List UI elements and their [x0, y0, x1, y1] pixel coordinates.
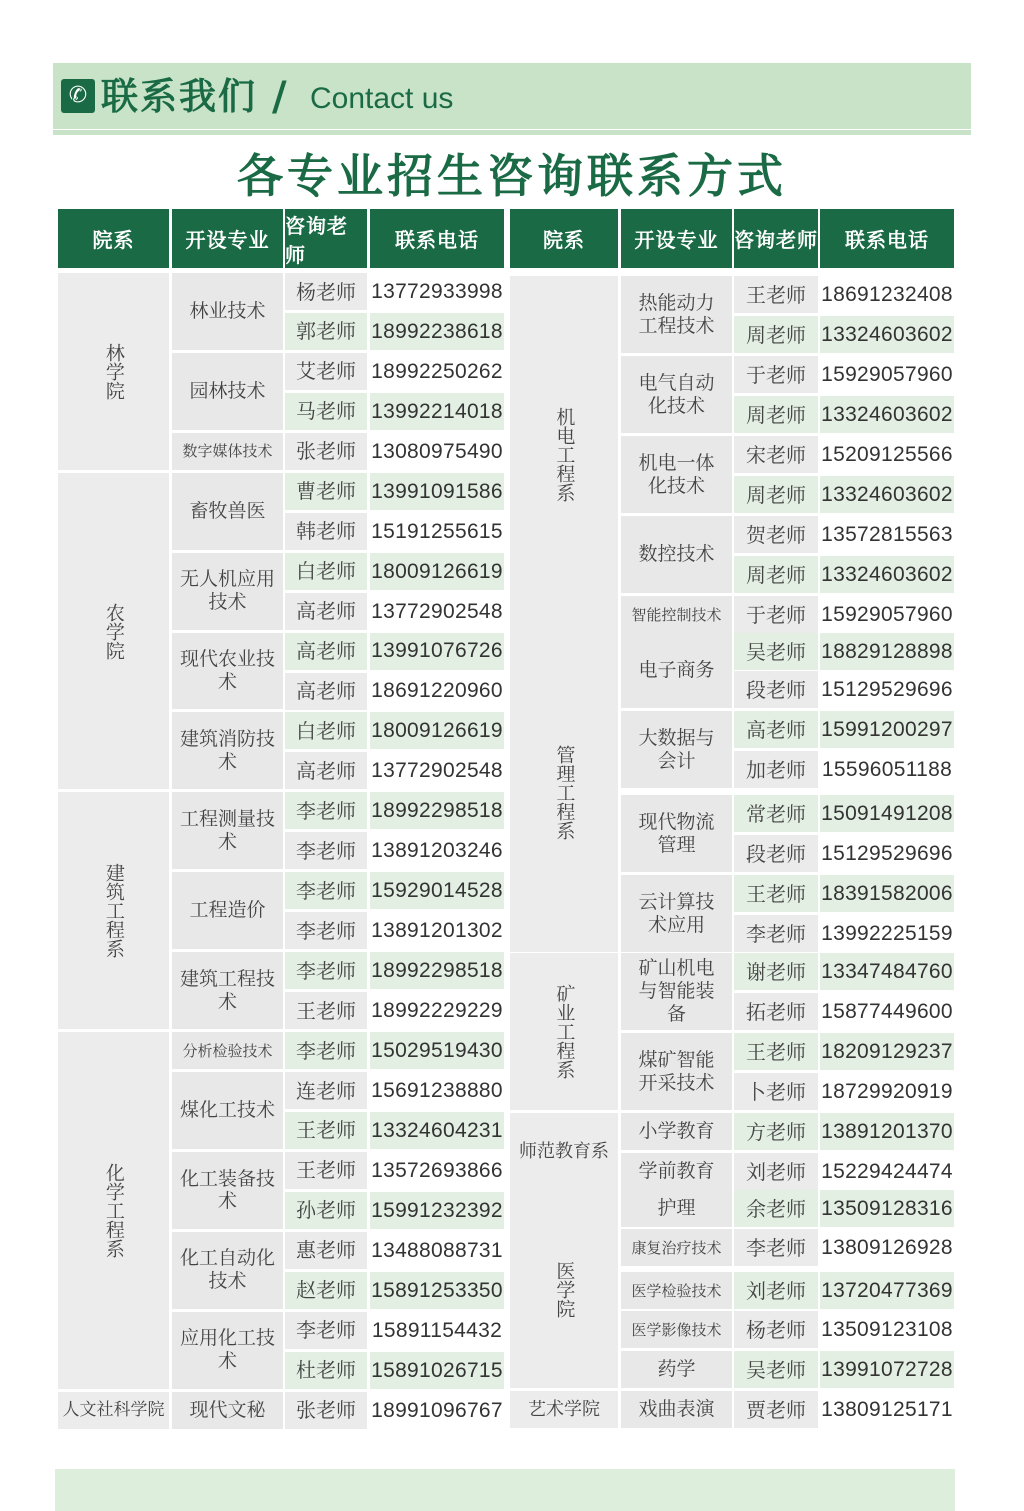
phone-number: 13324603602 [820, 316, 954, 353]
major-name: 大数据与会计 [621, 711, 732, 788]
major-name: 小学教育 [621, 1113, 732, 1150]
major-name: 电气自动化技术 [621, 356, 732, 433]
phone-number: 15029519430 [370, 1032, 504, 1069]
table-header: 咨询老师 [734, 209, 818, 268]
phone-number: 15891154432 [371, 1318, 503, 1342]
phone-number: 13080975490 [371, 439, 503, 463]
teacher-name: 惠老师 [285, 1232, 367, 1269]
phone-number: 13809126928 [821, 1235, 953, 1259]
phone-icon: ✆ [61, 79, 95, 113]
teacher-name: 余老师 [734, 1190, 818, 1227]
phone-number: 15596051188 [821, 757, 953, 781]
teacher-name: 王老师 [734, 276, 818, 313]
teacher-name: 贾老师 [734, 1391, 818, 1428]
teacher-name: 李老师 [285, 792, 367, 829]
teacher-name: 李老师 [285, 872, 367, 909]
phone-number: 18691220960 [371, 679, 503, 703]
phone-number: 18992250262 [371, 359, 503, 383]
phone-number: 13572693866 [371, 1158, 503, 1182]
table-header: 联系电话 [370, 209, 504, 268]
teacher-name: 高老师 [285, 673, 367, 710]
phone-number: 15929014528 [370, 872, 504, 909]
teacher-name: 刘老师 [734, 1153, 818, 1190]
department-name: 医学院 [510, 1190, 618, 1388]
major-name: 工程造价 [172, 872, 283, 949]
department-name: 艺术学院 [510, 1391, 618, 1428]
teacher-name: 王老师 [285, 1152, 367, 1189]
teacher-name: 吴老师 [734, 633, 818, 670]
phone-number: 13772933998 [371, 279, 503, 303]
department-name: 矿业工程系 [510, 953, 618, 1110]
teacher-name: 吴老师 [734, 1351, 818, 1388]
phone-number: 13992214018 [370, 393, 504, 430]
teacher-name: 谢老师 [734, 953, 818, 990]
phone-number: 15891253350 [370, 1272, 504, 1309]
phone-number: 13324603602 [820, 556, 954, 593]
section-title-cn: 联系我们 [101, 75, 257, 118]
major-name: 电子商务 [621, 633, 732, 708]
phone-number: 15129529696 [821, 677, 953, 701]
major-name: 化工装备技术 [172, 1152, 283, 1229]
department-name: 管理工程系 [510, 633, 618, 952]
phone-number: 18992298518 [370, 952, 504, 989]
teacher-name: 王老师 [734, 1033, 818, 1070]
teacher-name: 于老师 [734, 356, 818, 393]
phone-number: 18992298518 [370, 792, 504, 829]
teacher-name: 杨老师 [285, 273, 367, 310]
teacher-name: 贺老师 [734, 516, 818, 553]
major-name: 数字媒体技术 [172, 433, 283, 470]
teacher-name: 高老师 [285, 593, 367, 630]
phone-number: 15209125566 [821, 442, 953, 466]
teacher-name: 李老师 [734, 915, 818, 952]
major-name: 建筑消防技术 [172, 712, 283, 789]
teacher-name: 王老师 [285, 1112, 367, 1149]
teacher-name: 赵老师 [285, 1272, 367, 1309]
teacher-name: 孙老师 [285, 1192, 367, 1229]
teacher-name: 艾老师 [285, 353, 367, 390]
phone-number: 13992225159 [821, 921, 953, 945]
major-name: 智能控制技术 [621, 596, 732, 633]
table-header: 院系 [510, 209, 618, 268]
teacher-name: 韩老师 [285, 513, 367, 550]
teacher-name: 马老师 [285, 393, 367, 430]
major-name: 康复治疗技术 [621, 1229, 732, 1266]
teacher-name: 拓老师 [734, 993, 818, 1030]
major-name: 煤化工技术 [172, 1072, 283, 1149]
teacher-name: 李老师 [285, 912, 367, 949]
major-name: 学前教育 [621, 1153, 732, 1190]
teacher-name: 杜老师 [285, 1352, 367, 1389]
major-name: 护理 [621, 1190, 732, 1227]
phone-number: 13891203246 [371, 839, 503, 863]
phone-number: 13347484760 [820, 953, 954, 990]
phone-number: 13324604231 [370, 1112, 504, 1149]
phone-number: 15091491208 [820, 795, 954, 832]
teacher-name: 曹老师 [285, 473, 367, 510]
department-name: 化学工程系 [58, 1032, 169, 1389]
department-name: 师范教育系 [510, 1113, 618, 1190]
teacher-name: 周老师 [734, 476, 818, 513]
banner-underline [53, 130, 971, 135]
teacher-name: 周老师 [734, 316, 818, 353]
table-header: 联系电话 [820, 209, 954, 268]
phone-number: 13572815563 [821, 522, 953, 546]
major-name: 煤矿智能开采技术 [621, 1033, 732, 1110]
phone-number: 13324603602 [820, 476, 954, 513]
major-name: 云计算技术应用 [621, 875, 732, 952]
phone-number: 18992229229 [371, 999, 503, 1022]
phone-number: 15129529696 [821, 841, 953, 865]
phone-number: 18729920919 [821, 1079, 953, 1103]
major-name: 药学 [621, 1351, 732, 1388]
table-header: 咨询老师 [285, 209, 367, 268]
phone-number: 13488088731 [371, 1238, 503, 1262]
phone-number: 18209129237 [820, 1033, 954, 1070]
phone-number: 18009126619 [370, 553, 504, 590]
phone-number: 13991076726 [370, 633, 504, 670]
major-name: 分析检验技术 [172, 1032, 283, 1069]
phone-number: 13809125171 [821, 1397, 953, 1421]
teacher-name: 李老师 [734, 1229, 818, 1266]
phone-number: 15929057960 [821, 602, 953, 626]
teacher-name: 段老师 [734, 835, 818, 872]
phone-number: 13991072728 [820, 1351, 954, 1388]
teacher-name: 段老师 [734, 671, 818, 708]
table-header: 院系 [58, 209, 169, 268]
major-name: 化工自动化技术 [172, 1232, 283, 1309]
major-name: 应用化工技术 [172, 1312, 283, 1389]
phone-number: 13324603602 [820, 396, 954, 433]
section-title-en: Contact us [310, 82, 454, 115]
phone-number: 18991096767 [371, 1398, 503, 1422]
department-name: 农学院 [58, 473, 169, 790]
phone-number: 13891201302 [371, 919, 503, 943]
teacher-name: 连老师 [285, 1072, 367, 1109]
teacher-name: 郭老师 [285, 313, 367, 350]
major-name: 现代物流管理 [621, 795, 732, 872]
teacher-name: 李老师 [285, 1312, 367, 1349]
department-name: 机电工程系 [510, 276, 618, 633]
phone-number: 13772902548 [371, 759, 503, 783]
phone-number: 18691232408 [821, 282, 953, 306]
department-name: 建筑工程系 [58, 792, 169, 1029]
teacher-name: 王老师 [734, 875, 818, 912]
teacher-name: 王老师 [285, 992, 367, 1029]
teacher-name: 张老师 [285, 433, 367, 470]
major-name: 建筑工程技术 [172, 952, 283, 1029]
phone-number: 13509123108 [821, 1317, 953, 1341]
phone-number: 15691238880 [371, 1078, 503, 1102]
phone-number: 13720477369 [820, 1272, 954, 1309]
teacher-name: 李老师 [285, 832, 367, 869]
major-name: 园林技术 [172, 353, 283, 430]
phone-number: 15191255615 [371, 519, 503, 543]
phone-number: 18992238618 [370, 313, 504, 350]
teacher-name: 高老师 [285, 752, 367, 789]
phone-number: 15991200297 [820, 711, 954, 748]
teacher-name: 张老师 [285, 1392, 367, 1429]
phone-number: 13891201370 [820, 1113, 954, 1150]
phone-number: 15991232392 [370, 1192, 504, 1229]
table-header: 开设专业 [621, 209, 732, 268]
phone-number: 15891026715 [370, 1352, 504, 1389]
major-name: 畜牧兽医 [172, 473, 283, 550]
teacher-name: 加老师 [734, 751, 818, 788]
page-title: 各专业招生咨询联系方式 [237, 149, 787, 203]
teacher-name: 周老师 [734, 556, 818, 593]
major-name: 数控技术 [621, 516, 732, 593]
teacher-name: 卜老师 [734, 1073, 818, 1110]
major-name: 医学检验技术 [621, 1272, 732, 1309]
teacher-name: 白老师 [285, 712, 367, 749]
table-header: 开设专业 [172, 209, 283, 268]
phone-number: 18391582006 [820, 875, 954, 912]
major-name: 林业技术 [172, 273, 283, 350]
teacher-name: 杨老师 [734, 1311, 818, 1348]
phone-number: 18829128898 [820, 633, 954, 670]
department-name: 林学院 [58, 273, 169, 470]
phone-number: 13509128316 [820, 1190, 954, 1227]
phone-number: 15929057960 [821, 362, 953, 386]
phone-number: 15877449600 [821, 999, 953, 1023]
major-name: 工程测量技术 [172, 792, 283, 869]
phone-number: 13991091586 [370, 473, 504, 510]
teacher-name: 刘老师 [734, 1272, 818, 1309]
major-name: 戏曲表演 [621, 1391, 732, 1428]
major-name: 无人机应用技术 [172, 553, 283, 630]
teacher-name: 于老师 [734, 596, 818, 633]
teacher-name: 高老师 [285, 633, 367, 670]
major-name: 现代农业技术 [172, 633, 283, 710]
footer-bar [55, 1469, 955, 1511]
major-name: 热能动力工程技术 [621, 276, 732, 353]
phone-number: 18009126619 [370, 712, 504, 749]
teacher-name: 高老师 [734, 711, 818, 748]
teacher-name: 周老师 [734, 396, 818, 433]
teacher-name: 李老师 [285, 1032, 367, 1069]
title-slash: / [272, 74, 287, 120]
major-name: 矿山机电与智能装备 [621, 953, 732, 1030]
teacher-name: 白老师 [285, 553, 367, 590]
phone-number: 15229424474 [821, 1159, 953, 1183]
major-name: 医学影像技术 [621, 1311, 732, 1348]
department-name: 人文社科学院 [58, 1392, 169, 1429]
teacher-name: 常老师 [734, 795, 818, 832]
major-name: 机电一体化技术 [621, 436, 732, 513]
phone-number: 13772902548 [371, 599, 503, 623]
major-name: 现代文秘 [172, 1392, 283, 1429]
teacher-name: 李老师 [285, 952, 367, 989]
teacher-name: 方老师 [734, 1113, 818, 1150]
teacher-name: 宋老师 [734, 436, 818, 473]
